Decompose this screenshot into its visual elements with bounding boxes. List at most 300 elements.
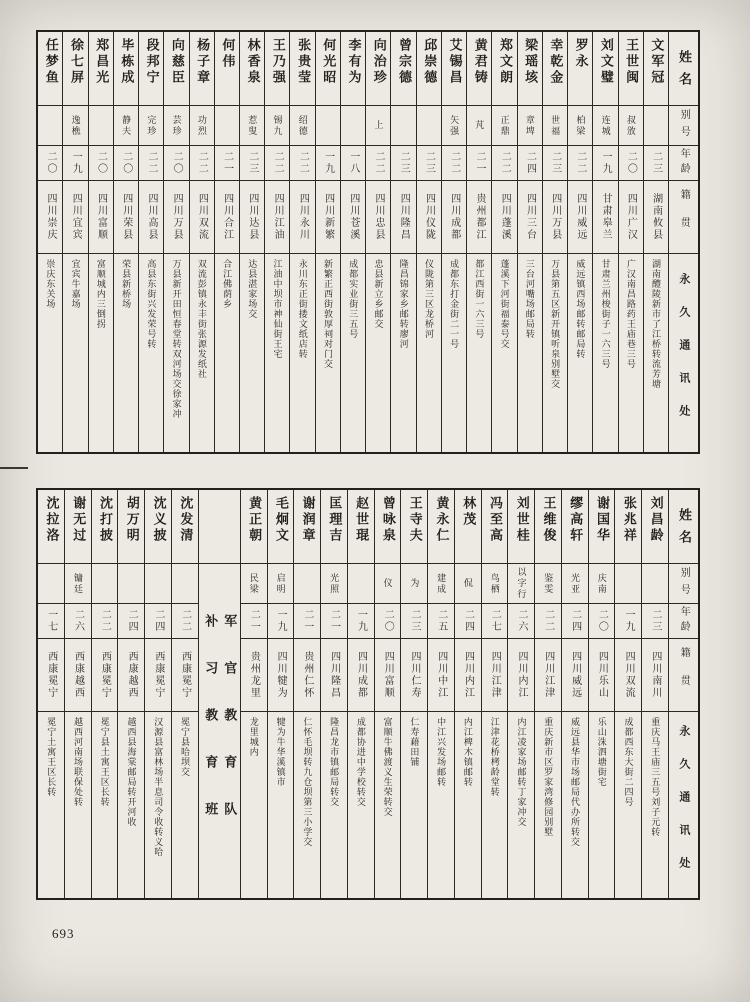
native-place-cell [644,181,668,254]
person-native-place: 四川隆昌 [328,651,340,699]
person-age: 二四 [152,609,164,633]
person-native-place: 四川高县 [145,193,157,241]
header-alias-label: 别号 [678,108,690,143]
person-address: 广汉南昌路药王庙巷三号 [625,259,636,369]
alias-cell [294,564,320,604]
person-address: 中江兴发场邮转 [436,717,447,787]
native-place-cell [89,181,113,254]
person-column [390,32,415,452]
address-cell [118,712,144,898]
age-cell [417,146,441,181]
person-address: 江津花桥栲龄堂转 [489,717,500,797]
person-column [416,32,441,452]
alias-cell [391,106,415,146]
person-column [163,32,188,452]
alias-cell [428,564,454,604]
alias-cell [543,106,567,146]
note-text: 补习教育班 [203,613,219,849]
person-age: 二一 [301,609,313,633]
person-native-place: 四川双流 [196,193,208,241]
person-column [374,490,401,898]
person-column [466,32,491,452]
person-native-place: 贵州龙里 [248,651,260,699]
name-cell [543,32,567,106]
person-name: 曾宗德 [397,38,412,86]
native-place-cell [265,181,289,254]
native-place-cell [290,181,314,254]
alias-cell [492,106,516,146]
person-address: 威远县华市场邮局代办所转交 [569,717,580,847]
person-native-place: 四川荣县 [120,193,132,241]
name-cell [442,32,466,106]
person-alias: 上 [373,120,384,131]
person-column [347,490,374,898]
address-cell [442,254,466,452]
alias-cell [215,106,239,146]
address-cell [518,254,542,452]
person-column [641,490,668,898]
person-column [517,32,542,452]
native-place-cell [482,639,508,712]
age-cell [114,146,138,181]
age-cell [316,146,340,181]
person-native-place: 西康冕宁 [45,651,57,699]
name-cell [508,490,534,564]
person-native-place: 四川崇庆 [45,193,56,241]
name-cell [38,32,62,106]
age-cell [240,146,264,181]
name-cell [348,490,374,564]
person-address: 甘肃兰州梭街子一六三号 [600,259,611,369]
person-native-place: 西康越西 [72,651,84,699]
name-cell [375,490,401,564]
alias-cell [241,564,267,604]
age-cell [139,146,163,181]
native-place-cell [401,639,427,712]
name-cell [644,32,668,106]
person-column [88,32,113,452]
person-age: 一九 [70,151,82,175]
person-name: 沈发清 [178,496,194,544]
address-cell [316,254,340,452]
native-place-cell [455,639,481,712]
person-column [264,32,289,452]
native-place-cell [240,181,264,254]
alias-cell [114,106,138,146]
native-place-cell [38,181,62,254]
person-name: 黄正朝 [247,496,263,544]
name-cell [139,32,163,106]
person-column [567,32,592,452]
alias-cell [593,106,617,146]
age-cell [38,146,62,181]
name-cell [391,32,415,106]
person-column [400,490,427,898]
person-address: 宜宾牛嘉场 [70,259,81,309]
person-age: 二二 [542,609,554,633]
address-cell [391,254,415,452]
person-column [320,490,347,898]
name-cell [535,490,561,564]
person-name: 刘昌龄 [648,496,664,544]
person-address: 三台河嘴场邮局转 [524,259,535,339]
alias-cell [619,106,643,146]
person-column [542,32,567,452]
age-cell [321,604,347,639]
age-cell [215,146,239,181]
person-name: 徐七屏 [68,38,84,86]
address-cell [215,254,239,452]
person-alias: 民梁 [248,572,259,595]
person-name: 梁瑶垓 [523,38,539,86]
person-address: 龙里城内 [248,717,259,757]
name-cell [172,490,198,564]
person-column [481,490,508,898]
age-cell [644,146,668,181]
person-native-place: 四川威远 [569,651,581,699]
person-native-place: 西康冕宁 [99,651,111,699]
native-place-cell [428,639,454,712]
alias-cell [442,106,466,146]
person-age: 二三 [649,609,661,633]
person-native-place: 西康冕宁 [152,651,164,699]
address-cell [401,712,427,898]
header-column [668,490,698,898]
person-alias: 为 [409,578,420,589]
person-native-place: 四川合江 [221,193,233,241]
header-address-label: 永久通讯处 [677,725,690,890]
person-alias: 以字行 [516,567,527,600]
age-cell [268,604,294,639]
header-alias-label: 别号 [678,566,690,601]
name-cell [492,32,516,106]
page-number: 693 [52,926,75,941]
person-column [144,490,171,898]
name-cell [316,32,340,106]
header-age-label: 年龄 [678,148,690,178]
person-column [534,490,561,898]
address-cell [508,712,534,898]
header-native-cell [669,181,698,254]
address-cell [38,712,64,898]
age-cell [482,604,508,639]
age-cell [642,604,668,639]
address-cell [290,254,314,452]
person-native-place: 西康冕宁 [179,651,191,699]
header-age-cell [669,146,698,181]
person-name: 罗永 [573,38,589,70]
person-native-place: 四川江津 [489,651,501,699]
person-name: 刘世桂 [514,496,530,544]
roster-table-top [36,30,700,454]
name-cell [642,490,668,564]
person-native-place: 四川内江 [516,651,528,699]
person-column [643,32,668,452]
name-cell [268,490,294,564]
address-cell [619,254,643,452]
person-column [189,32,214,452]
header-column [668,32,698,452]
person-name: 文军冠 [649,38,665,86]
person-column [491,32,516,452]
note-text: 军官教育队 [222,613,238,849]
person-name: 刘文璧 [598,38,614,86]
native-place-cell [417,181,441,254]
age-cell [190,146,214,181]
person-name: 毕栋成 [119,38,135,86]
person-alias: 鉴雯 [543,572,554,595]
name-cell [145,490,171,564]
native-place-cell [38,639,64,712]
person-address: 冕宁县土寓王区长转 [99,717,110,807]
person-address: 内江凌家场邮转丁家冲交 [516,717,527,827]
person-name: 黄君铸 [472,38,488,86]
name-cell [164,32,188,106]
native-place-cell [294,639,320,712]
alias-cell [644,106,668,146]
person-column [240,490,267,898]
person-name: 林茂 [461,496,477,528]
person-address: 达县湛家场交 [247,259,258,319]
person-alias: 启明 [275,572,286,595]
person-alias: 侃 [462,578,473,589]
person-native-place: 四川成都 [448,193,460,241]
alias-cell [482,564,508,604]
person-name: 赵世琨 [354,496,370,544]
person-native-place: 四川富顺 [95,193,107,241]
person-age: 二三 [398,151,410,175]
age-cell [290,146,314,181]
person-age: 一九 [275,609,287,633]
person-column [62,32,87,452]
address-cell [535,712,561,898]
person-column [614,490,641,898]
name-cell [455,490,481,564]
native-place-cell [316,181,340,254]
person-age: 二〇 [382,609,394,633]
native-place-cell [467,181,491,254]
name-cell [240,32,264,106]
person-address: 高县东街兴发荣号转 [146,259,157,349]
person-name: 艾锡昌 [447,38,463,86]
age-cell [518,146,542,181]
person-address: 都江西街一六三号 [474,259,485,339]
person-address: 乐山洙泗塘街宅 [596,717,607,787]
person-column [427,490,454,898]
person-column [441,32,466,452]
alias-cell [508,564,534,604]
address-cell [172,712,198,898]
person-column [315,32,340,452]
address-cell [593,254,617,452]
name-cell [265,32,289,106]
name-cell [92,490,118,564]
person-name: 冯至高 [487,496,503,544]
name-cell [615,490,641,564]
header-alias-cell [669,106,698,146]
address-cell [139,254,163,452]
alias-cell [38,106,62,146]
person-column [454,490,481,898]
person-name: 杨子章 [195,38,211,86]
alias-cell [589,564,615,604]
person-column [38,490,64,898]
person-age: 二〇 [625,151,637,175]
person-age: 二一 [328,609,340,633]
person-alias: 鸟栖 [489,572,500,595]
person-name: 李有为 [346,38,362,86]
alias-cell [190,106,214,146]
person-address: 成都实业街三五号 [348,259,359,339]
native-place-cell [642,639,668,712]
person-age: 二四 [126,609,138,633]
person-alias: 矢强 [449,114,460,137]
alias-cell [145,564,171,604]
name-cell [562,490,588,564]
person-age: 一九 [322,151,334,175]
age-cell [562,604,588,639]
name-cell [65,490,91,564]
person-address: 重庆马王庙三五号刘子元转 [650,717,661,837]
address-cell [65,712,91,898]
alias-cell [164,106,188,146]
native-place-cell [492,181,516,254]
address-cell [268,712,294,898]
name-cell [114,32,138,106]
person-age: 二六 [72,609,84,633]
age-cell [341,146,365,181]
address-cell [92,712,118,898]
person-native-place: 四川忠县 [373,193,385,241]
person-column [239,32,264,452]
person-name: 郑文朗 [497,38,513,86]
age-cell [92,604,118,639]
person-native-place: 四川江津 [542,651,554,699]
native-place-cell [442,181,466,254]
age-cell [375,604,401,639]
person-name: 黄永仁 [434,496,450,544]
address-cell [321,712,347,898]
address-cell [467,254,491,452]
age-cell [492,146,516,181]
person-age: 二七 [489,609,501,633]
person-column [592,32,617,452]
person-address: 万县新开田恒春堂转双河场交徐家冲 [171,259,182,419]
address-cell [294,712,320,898]
person-column [267,490,294,898]
alias-cell [568,106,592,146]
person-address: 越西河南场联保处转 [72,717,83,807]
person-alias: 静夫 [121,114,132,137]
address-cell [543,254,567,452]
person-column [618,32,643,452]
person-name: 任梦鱼 [43,38,59,86]
person-alias: 建成 [436,572,447,595]
person-age: 二二 [196,151,208,175]
name-cell [417,32,441,106]
alias-cell [455,564,481,604]
person-address: 富顺牛佛渡义生荣转交 [382,717,393,817]
person-age: 二三 [650,151,662,175]
person-name: 沈义披 [151,496,167,544]
person-native-place: 四川仁寿 [408,651,420,699]
person-age: 二六 [516,609,528,633]
person-name: 毛炯文 [273,496,289,544]
native-place-cell [92,639,118,712]
person-age: 二五 [435,609,447,633]
person-age: 二二 [297,151,309,175]
person-native-place: 四川富顺 [382,651,394,699]
person-address: 双流彭镇永丰街张源发纸社 [196,259,207,379]
alias-cell [467,106,491,146]
person-age: 二三 [549,151,561,175]
native-place-cell [619,181,643,254]
name-cell [589,490,615,564]
person-native-place: 四川万县 [171,193,183,241]
header-age-cell [669,604,698,639]
header-native-cell [669,639,698,712]
roster-table-bottom [36,488,700,900]
person-name: 谢国华 [595,496,611,544]
alias-cell [65,564,91,604]
address-cell [241,712,267,898]
person-name: 王乃强 [270,38,286,86]
person-name: 缪高轩 [568,496,584,544]
person-age: 二〇 [45,151,56,175]
age-cell [118,604,144,639]
name-cell [619,32,643,106]
person-column [64,490,91,898]
person-name: 王维俊 [541,496,557,544]
person-alias: 章埤 [524,114,535,137]
age-cell [455,604,481,639]
person-native-place: 四川江油 [272,193,284,241]
person-age: 二一 [473,151,485,175]
alias-cell [316,106,340,146]
alias-cell [535,564,561,604]
person-name: 向慈臣 [169,38,185,86]
person-age: 二三 [423,151,435,175]
age-cell [508,604,534,639]
person-age: 二三 [246,151,258,175]
person-column [365,32,390,452]
person-address: 江油中坝市神仙街王宅 [272,259,283,359]
person-age: 二二 [499,151,511,175]
alias-cell [265,106,289,146]
address-cell [114,254,138,452]
person-native-place: 四川乐山 [596,651,608,699]
person-name: 幸乾金 [548,38,564,86]
person-address: 成都西东大街二四号 [623,717,634,807]
native-place-cell [508,639,534,712]
alias-cell [417,106,441,146]
note-empty-name-cell [199,490,240,564]
person-address: 内江椑木镇邮转 [462,717,473,787]
person-name: 向治珍 [371,38,387,86]
age-cell [145,604,171,639]
address-cell [375,712,401,898]
native-place-cell [518,181,542,254]
person-column [588,490,615,898]
alias-cell [139,106,163,146]
header-name-cell [669,490,698,564]
name-cell [518,32,542,106]
alias-cell [118,564,144,604]
person-age: 二〇 [120,151,132,175]
person-native-place: 四川威远 [574,193,586,241]
person-age: 一九 [600,151,612,175]
name-cell [241,490,267,564]
